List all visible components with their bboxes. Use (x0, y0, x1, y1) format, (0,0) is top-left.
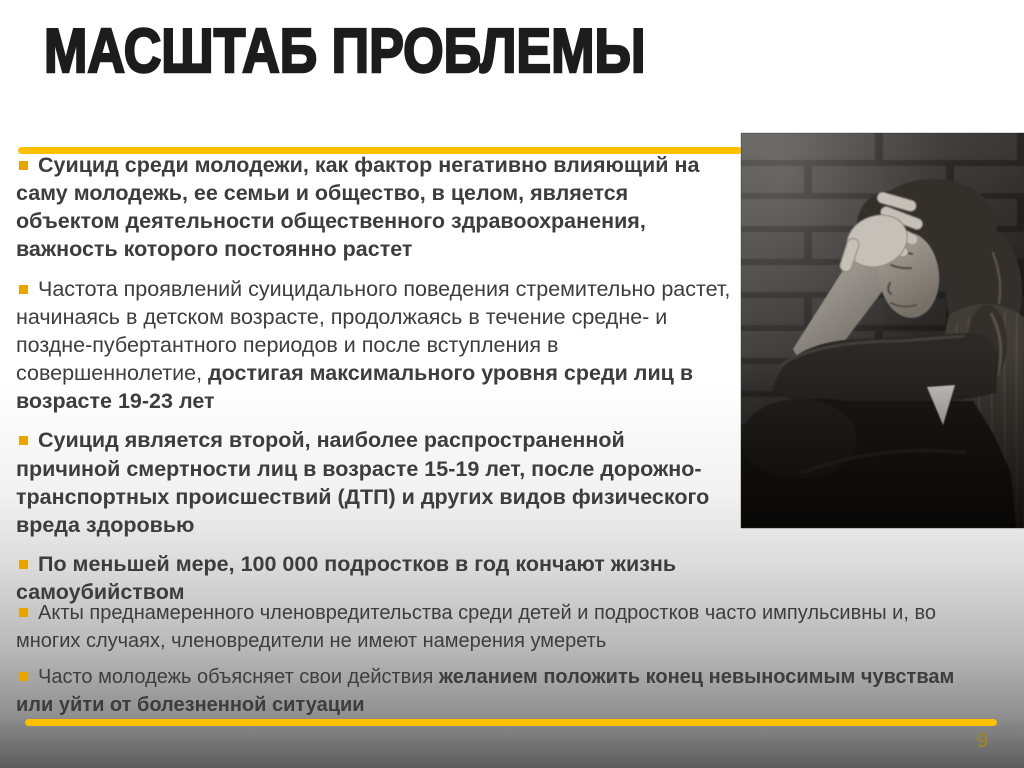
bullet-icon (19, 161, 28, 170)
bullet-text: Акты преднамеренного членовредительства среди детей и подростков часто импульсивны и, во многих случаях, членовредители не имеют намерения умереть (16, 602, 936, 652)
bullet-text-emphasis: достигая максимального уровня среди лиц в возрасте 19-23 лет (16, 361, 694, 414)
footer-divider (25, 719, 997, 726)
bullet-icon (19, 672, 28, 681)
bullet-list-main (16, 151, 732, 617)
bullet-text: По меньшей мере, 100 000 подростков в год кончают жизнь самоубийством (16, 552, 677, 605)
bullet-icon (19, 436, 28, 445)
bullet-text: Частота проявлений суицидального поведения стремительно растет, начинаясь в детском возрасте, продолжаясь в течение средне- и поздне-пубертантного периодов и после вступления в совершеннолетие, (16, 276, 731, 386)
bullet-text: Суицид среди молодежи, как фактор негативно влияющий на саму молодежь, ее семьи и общество, в целом, является объектом деятельности общественного здравоохранения, важность которого постоянно растет (16, 153, 700, 262)
bullet-text: Часто молодежь объясняет свои действия (38, 666, 439, 689)
bullet-list-bottom (16, 600, 982, 728)
bullet-item (16, 600, 982, 655)
bullet-text-emphasis: желанием положить конец невыносимым чувствам или уйти от болезненной ситуации (16, 666, 955, 716)
page-title: МАСШТАБ ПРОБЛЕМЫ (44, 17, 646, 86)
bullet-icon (19, 560, 28, 569)
distressed-teen-photo (741, 133, 1024, 528)
bullet-item (16, 550, 732, 606)
bullet-icon (19, 285, 28, 294)
photo-illustration (741, 133, 1024, 528)
bullet-item (16, 664, 982, 719)
page-number: 9 (976, 730, 988, 752)
bullet-item (16, 275, 732, 416)
bullet-text: Суицид является второй, наиболее распространенной причиной смертности лиц в возрасте 15-19 лет, после дорожно-транспортных происшествий (ДТП) и других видов физического вреда здоровью (16, 428, 710, 537)
bullet-item (16, 426, 732, 539)
bullet-item (16, 151, 732, 264)
bullet-icon (19, 608, 28, 617)
